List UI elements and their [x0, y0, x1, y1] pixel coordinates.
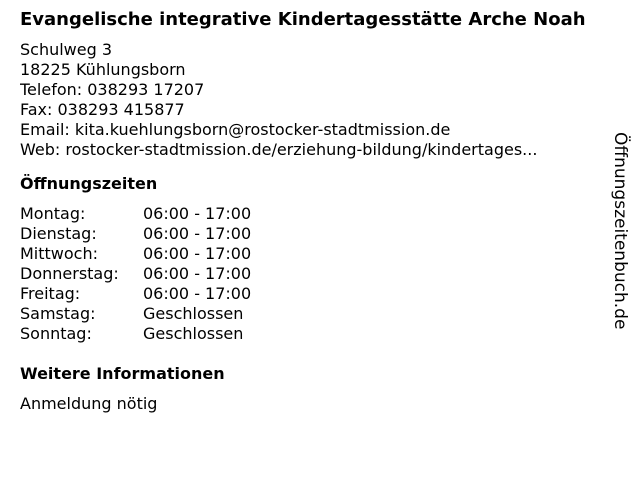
opening-time: 06:00 - 17:00 [143, 284, 252, 303]
further-info-heading: Weitere Informationen [20, 364, 225, 383]
weekday-label: Mittwoch: [20, 244, 98, 263]
opening-hours-heading: Öffnungszeiten [20, 174, 158, 193]
opening-time: 06:00 - 17:00 [143, 204, 252, 223]
opening-time: 06:00 - 17:00 [143, 224, 252, 243]
opening-time: Geschlossen [143, 324, 244, 343]
contact-block [20, 40, 600, 160]
weekday-label: Sonntag: [20, 324, 92, 343]
hours-row-monday [20, 204, 600, 224]
email-line: Email: kita.kuehlungsborn@rostocker-stadtmission.de [20, 120, 451, 139]
hours-row-tuesday [20, 224, 600, 244]
hours-row-wednesday [20, 244, 600, 264]
brand-watermark: Öffnungszeitenbuch.de [610, 132, 630, 330]
weekday-label: Freitag: [20, 284, 81, 303]
web-line: Web: rostocker-stadtmission.de/erziehung-bildung/kindertages... [20, 140, 538, 159]
opening-time: 06:00 - 17:00 [143, 264, 252, 283]
postal-city: 18225 Kühlungsborn [20, 60, 186, 79]
facility-name: Evangelische integrative Kindertagesstätte Arche Noah [20, 9, 586, 30]
street-address: Schulweg 3 [20, 40, 113, 59]
weekday-label: Montag: [20, 204, 86, 223]
weekday-label: Samstag: [20, 304, 96, 323]
hours-row-sunday [20, 324, 600, 344]
listing-card [20, 10, 600, 414]
weekday-label: Donnerstag: [20, 264, 119, 283]
hours-row-thursday [20, 264, 600, 284]
opening-time: Geschlossen [143, 304, 244, 323]
weekday-label: Dienstag: [20, 224, 97, 243]
opening-hours-table [20, 204, 600, 344]
hours-row-friday [20, 284, 600, 304]
further-info-text: Anmeldung nötig [20, 394, 158, 413]
opening-time: 06:00 - 17:00 [143, 244, 252, 263]
phone-line: Telefon: 038293 17207 [20, 80, 205, 99]
fax-line: Fax: 038293 415877 [20, 100, 185, 119]
hours-row-saturday [20, 304, 600, 324]
